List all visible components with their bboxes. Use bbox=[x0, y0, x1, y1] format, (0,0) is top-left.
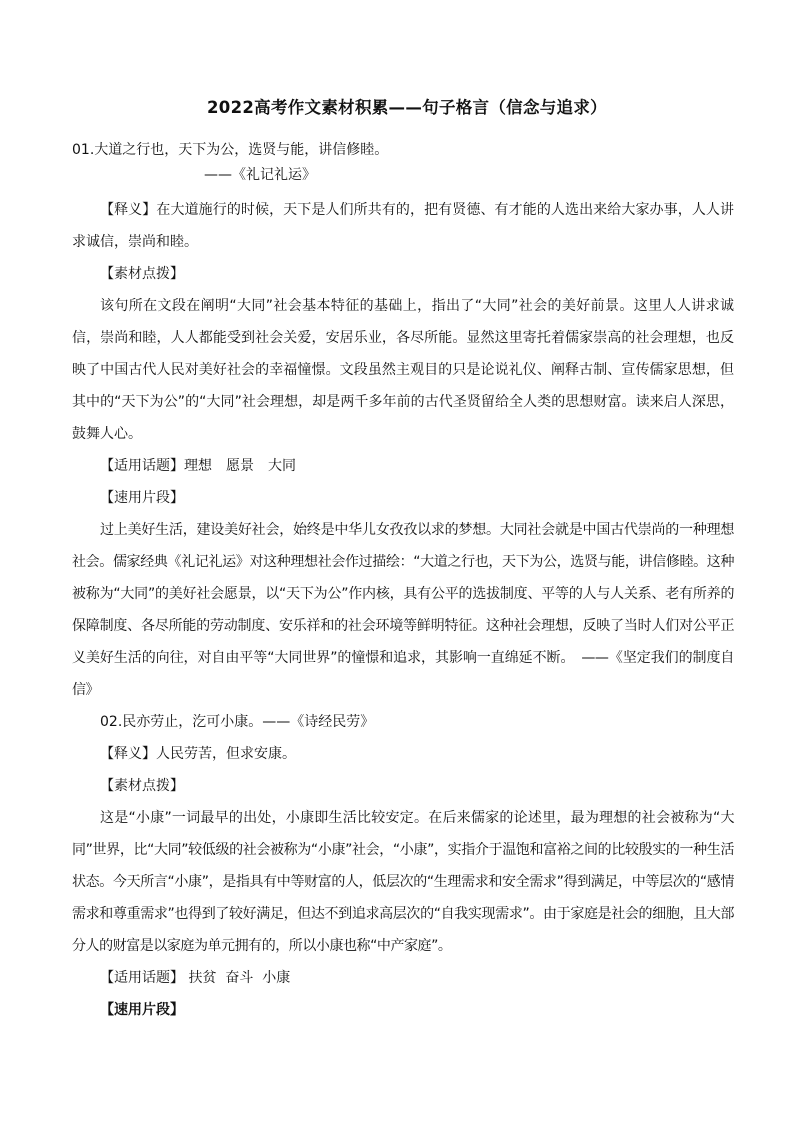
entry2-pointer-text: 这是“小康”一词最早的出处，小康即生活比较安定。在后来儒家的论述里，最为理想的社会被称为“大同”世界，比“大同”较低级的社会被称为“小康”社会，“小康”，实指介于温饱和富裕之间的比较殷实的一种生活状态。今天所言“小康”，是指具有中等财富的人，低层次的“生理需求和安全需求”得到满足，中等层次的“感情需求和尊重需求”也得到了较好满足，但达不到追求高层次的“自我实现需求”。由于家庭是社会的细胞，且大部分人的财富是以家庭为单元拥有的，所以小康也称“中产家庭”。 bbox=[72, 810, 734, 954]
entry2-quote: 02.民亦劳止，汔可小康。——《诗经民劳》 bbox=[100, 714, 375, 730]
document-title: 2022高考作文素材积累——句子格言（信念与追求） bbox=[207, 98, 607, 117]
entry1-topics: 【适用话题】理想 愿景 大同 bbox=[100, 458, 296, 474]
entry1-pointer-text: 该句所在文段在阐明“大同”社会基本特征的基础上，指出了“大同”社会的美好前景。这里人人讲求诚信，崇尚和睦，人人都能受到社会关爱，安居乐业，各尽所能。显然这里寄托着儒家崇高的社会理想，也反映了中国古代人民对美好社会的幸福憧憬。文段虽然主观目的只是论说礼仪、阐释古制、宣传儒家思想，但其中的“天下为公”的“大同”社会理想，却是两千多年前的古代圣贤留给全人类的思想财富。读来启人深思，鼓舞人心。 bbox=[72, 298, 734, 442]
entry2-topics: 【适用话题】 扶贫 奋斗 小康 bbox=[100, 970, 291, 986]
entry1-explanation: 【释义】在大道施行的时候，天下是人们所共有的，把有贤德、有才能的人选出来给大家办事，人人讲求诚信，崇尚和睦。 bbox=[72, 202, 734, 250]
entry2-explanation: 【释义】人民劳苦，但求安康。 bbox=[100, 746, 296, 762]
entry1-pointer-heading: 【素材点拨】 bbox=[100, 266, 184, 282]
entry2-passage-heading: 【速用片段】 bbox=[100, 1002, 184, 1018]
entry1-passage-text: 过上美好生活，建设美好社会，始终是中华儿女孜孜以求的梦想。大同社会就是中国古代崇尚的一种理想社会。儒家经典《礼记礼运》对这种理想社会作过描绘：“大道之行也，天下为公，选贤与能，讲信修睦。这种被称为“大同”的美好社会愿景，以“天下为公”作内核，具有公平的选拔制度、平等的人与人关系、老有所养的保障制度、各尽所能的劳动制度、安乐祥和的社会环境等鲜明特征。这种社会理想，反映了当时人们对公平正义美好生活的向往，对自由平等“大同世界”的憧憬和追求，其影响一直绵延不断。 ——《坚定我们的制度自信》 bbox=[72, 522, 734, 698]
entry1-quote: 01.大道之行也，天下为公，选贤与能，讲信修睦。 bbox=[72, 142, 389, 158]
entry2-pointer-heading: 【素材点拨】 bbox=[100, 778, 184, 794]
entry1-passage-heading: 【速用片段】 bbox=[100, 490, 184, 506]
entry1-source: ——《礼记礼运》 bbox=[204, 167, 316, 183]
document-page bbox=[72, 98, 734, 1026]
